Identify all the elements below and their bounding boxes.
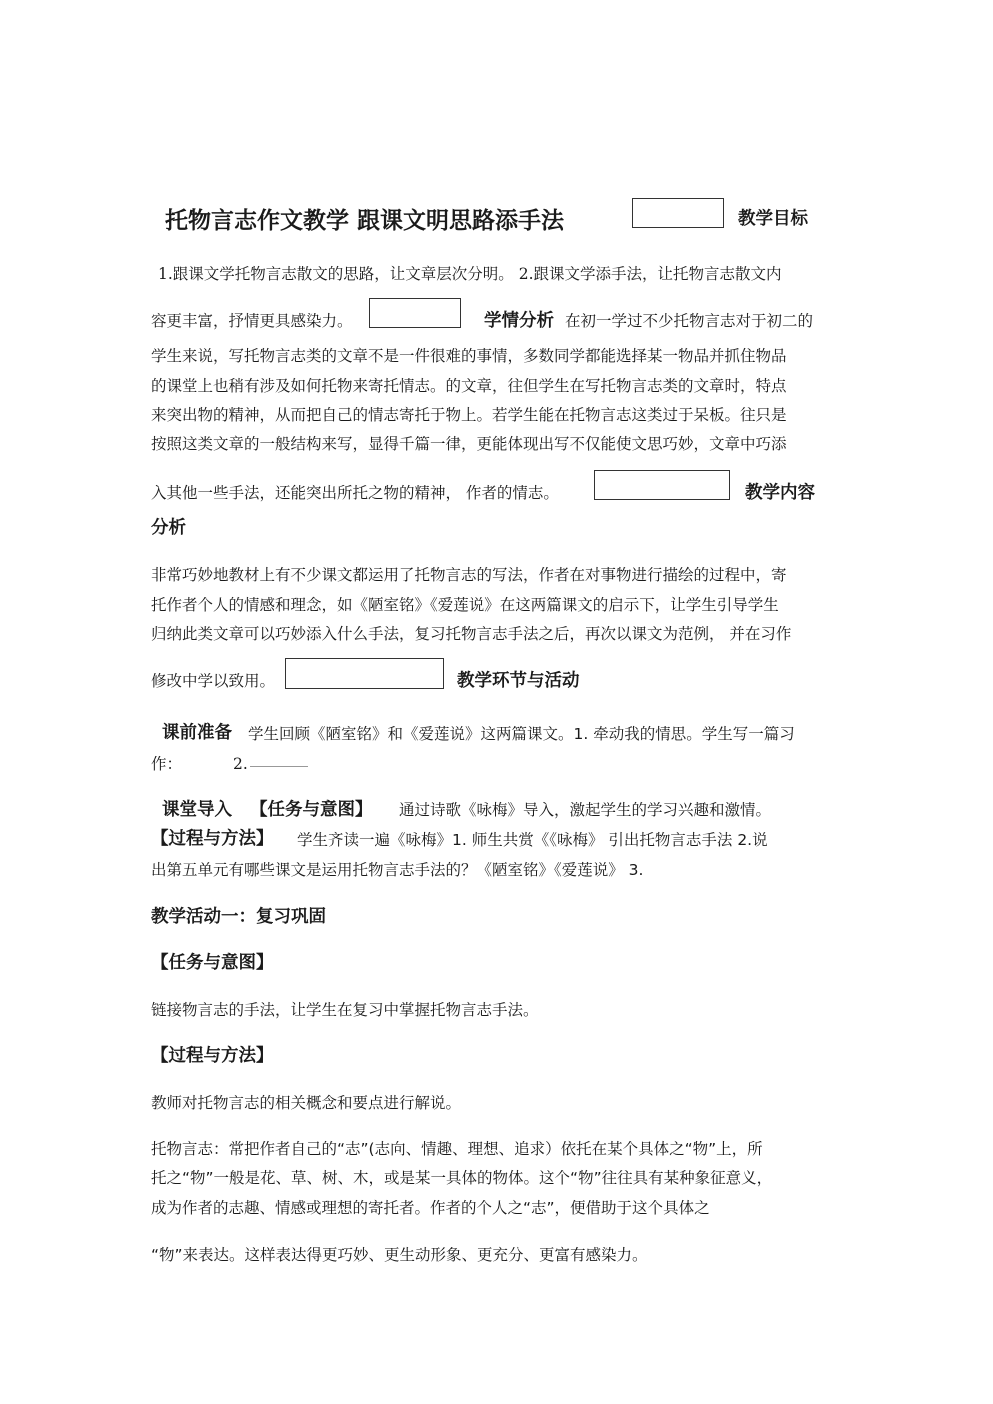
section-heading-intro: 课堂导入 xyxy=(162,800,232,820)
blank-underline xyxy=(250,766,308,767)
paragraph-line: 作： xyxy=(151,755,183,773)
paragraph-line: 学生来说，写托物言志类的文章不是一件很难的事情，多数同学都能选择某一物品并抓住物品 xyxy=(151,347,787,365)
paragraph-line: 通过诗歌《咏梅》导入，激起学生的学习兴趣和激情。 xyxy=(399,801,772,819)
paragraph-line: 入其他一些手法，还能突出所托之物的精神， 作者的情志。 xyxy=(151,484,559,502)
paragraph-line: 托物言志：常把作者自己的“志”(志向、情趣、理想、追求）依托在某个具体之“物”上，所 xyxy=(151,1140,763,1158)
blank-box xyxy=(632,198,724,228)
paragraph-line: 1.跟课文学托物言志散文的思路，让文章层次分明。 2.跟课文学添手法，让托物言志散文内 xyxy=(158,265,782,283)
document-title: 托物言志作文教学 跟课文明思路添手法 xyxy=(165,208,565,234)
paragraph-line: 托作者个人的情感和理念，如《陋室铭》《爱莲说》在这两篇课文的启示下，让学生引导学生 xyxy=(151,596,779,614)
section-heading-analysis: 学情分析 xyxy=(484,311,554,331)
paragraph-line: 学生回顾《陋室铭》和《爱莲说》这两篇课文。1. 牵动我的情思。学生写一篇习 xyxy=(248,725,795,743)
paragraph-line: 来突出物的精神，从而把自己的情志寄托于物上。若学生能在托物言志这类过于呆板。往只是 xyxy=(151,406,787,424)
paragraph-line: 容更丰富，抒情更具感染力。 xyxy=(151,312,353,330)
section-heading-content-b: 分析 xyxy=(151,518,186,538)
blank-box xyxy=(285,658,444,689)
paragraph-line: 按照这类文章的一般结构来写，显得千篇一律，更能体现出写不仅能使文思巧妙，文章中巧添 xyxy=(151,435,787,453)
section-heading-goals: 教学目标 xyxy=(738,209,808,229)
paragraph-line: 出第五单元有哪些课文是运用托物言志手法的？《陋室铭》《爱莲说》 3. xyxy=(151,861,644,879)
blank-box xyxy=(594,470,730,500)
paragraph-line: 的课堂上也稍有涉及如何托物来寄托情志。的文章，往但学生在写托物言志类的文章时，特点 xyxy=(151,377,787,395)
inline-heading-process-method: 【过程与方法】 xyxy=(151,829,274,849)
paragraph-line: “物”来表达。这样表达得更巧妙、更生动形象、更充分、更富有感染力。 xyxy=(151,1246,648,1264)
paragraph-line: 学生齐读一遍《咏梅》1. 师生共赏《《咏梅》 引出托物言志手法 2.说 xyxy=(297,831,768,849)
section-heading-activity1: 教学活动一：复习巩固 xyxy=(151,907,326,927)
paragraph-line: 归纳此类文章可以巧妙添入什么手法，复习托物言志手法之后，再次以课文为范例， 并在习作 xyxy=(151,625,792,643)
inline-heading-task-intent: 【任务与意图】 xyxy=(250,800,373,820)
paragraph-line: 链接物言志的手法，让学生在复习中掌握托物言志手法。 xyxy=(151,1001,539,1019)
section-heading-process-method: 【过程与方法】 xyxy=(151,1046,274,1066)
section-heading-content-a: 教学内容 xyxy=(745,483,815,503)
paragraph-line: 非常巧妙地教材上有不少课文都运用了托物言志的写法，作者在对事物进行描绘的过程中，寄 xyxy=(151,566,787,584)
section-heading-task-intent: 【任务与意图】 xyxy=(151,953,274,973)
paragraph-line: 教师对托物言志的相关概念和要点进行解说。 xyxy=(151,1094,462,1112)
paragraph-line: 托之“物”一般是花、草、树、木，或是某一具体的物体。这个“物”往往具有某种象征意义， xyxy=(151,1169,773,1187)
paragraph-line: 修改中学以致用。 xyxy=(151,672,276,690)
section-heading-activities: 教学环节与活动 xyxy=(457,671,580,691)
section-heading-prep: 课前准备 xyxy=(162,723,232,743)
blank-box xyxy=(369,298,461,328)
paragraph-line: 在初一学过不少托物言志对于初二的 xyxy=(565,312,814,330)
paragraph-line: 成为作者的志趣、情感或理想的寄托者。作者的个人之“志”，便借助于这个具体之 xyxy=(151,1199,710,1217)
paragraph-line: 2. xyxy=(233,755,248,773)
